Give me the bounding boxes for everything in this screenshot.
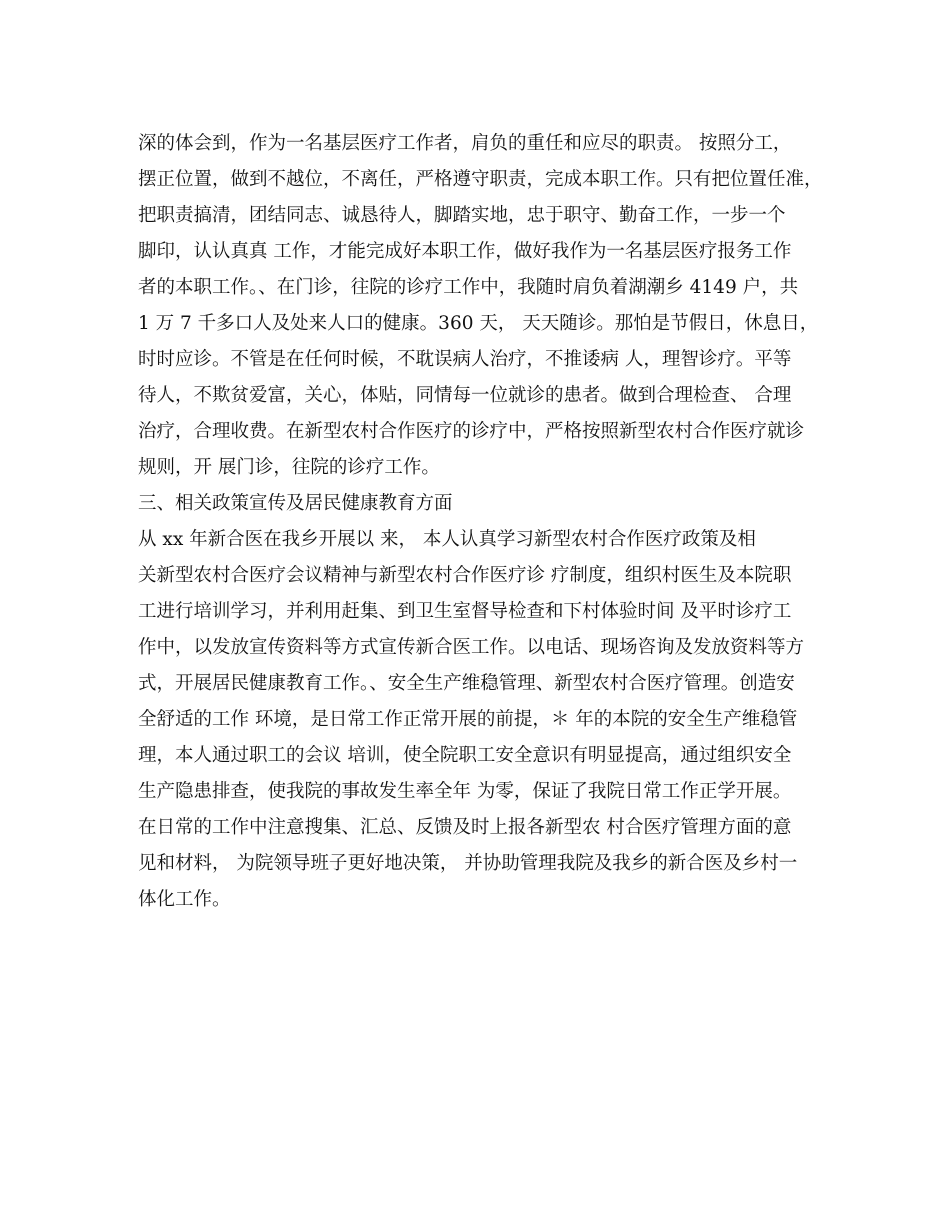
- text-line: 作中，以发放宣传资料等方式宣传新合医工作。以电话、现场咨询及发放资料等方: [138, 637, 805, 658]
- text-line: 见和材料， 为院领导班子更好地决策， 并协助管理我院及我乡的新合医及乡村一: [138, 853, 798, 874]
- text-line: 脚印，认认真真 工作，才能完成好本职工作，做好我作为一名基层医疗报务工作: [138, 241, 792, 262]
- text-line: 生产隐患排查，使我院的事故发生率全年 为零，保证了我院日常工作正学开展。: [138, 781, 792, 802]
- text-line: 待人，不欺贫爱富，关心，体贴，同情每一位就诊的患者。做到合理检查、 合理: [138, 385, 792, 406]
- text-line: 1 万 7 千多口人及处来人口的健康。360 天， 天天随诊。那怕是节假日，休息日，: [138, 313, 819, 334]
- text-line: 工进行培训学习，并利用赶集、到卫生室督导检查和下村体验时间 及平时诊疗工: [138, 601, 792, 622]
- text-line: 体化工作。: [138, 889, 231, 910]
- text-line: 者的本职工作。、在门诊，往院的诊疗工作中，我随时肩负着湖潮乡 4149 户，共: [138, 277, 799, 298]
- text-line: 关新型农村合医疗会议精神与新型农村合作医疗诊 疗制度，组织村医生及本院职: [138, 565, 792, 586]
- text-line: 规则，开 展门诊，往院的诊疗工作。: [138, 457, 440, 478]
- text-line: 式，开展居民健康教育工作。、安全生产维稳管理、新型农村合医疗管理。创造安: [138, 673, 795, 694]
- text-line: 治疗，合理收费。在新型农村合作医疗的诊疗中，严格按照新型农村合作医疗就诊: [138, 421, 805, 442]
- text-line: 理，本人通过职工的会议 培训，使全院职工安全意识有明显提高，通过组织安全: [138, 745, 792, 766]
- text-line: 时时应诊。不管是在任何时候，不耽误病人治疗，不推诿病 人，理智诊疗。平等: [138, 349, 792, 370]
- text-line: 把职责搞清，团结同志、诚恳待人，脚踏实地，忠于职守、勤奋工作，一步一个: [138, 205, 786, 226]
- text-line: 在日常的工作中注意搜集、汇总、反馈及时上报各新型农 村合医疗管理方面的意: [138, 817, 792, 838]
- text-line: 摆正位置，做到不越位，不离任，严格遵守职责，完成本职工作。只有把位置任准，: [138, 169, 823, 190]
- section-heading: 三、相关政策宣传及居民健康教育方面: [138, 493, 453, 514]
- text-line: 全舒适的工作 环境，是日常工作正常开展的前提，＊ 年的本院的安全生产维稳管: [138, 709, 798, 730]
- text-line: 从 xx 年新合医在我乡开展以 来， 本人认真学习新型农村合作医疗政策及相: [138, 529, 756, 550]
- text-line: 深的体会到，作为一名基层医疗工作者，肩负的重任和应尽的职责。 按照分工，: [138, 133, 792, 154]
